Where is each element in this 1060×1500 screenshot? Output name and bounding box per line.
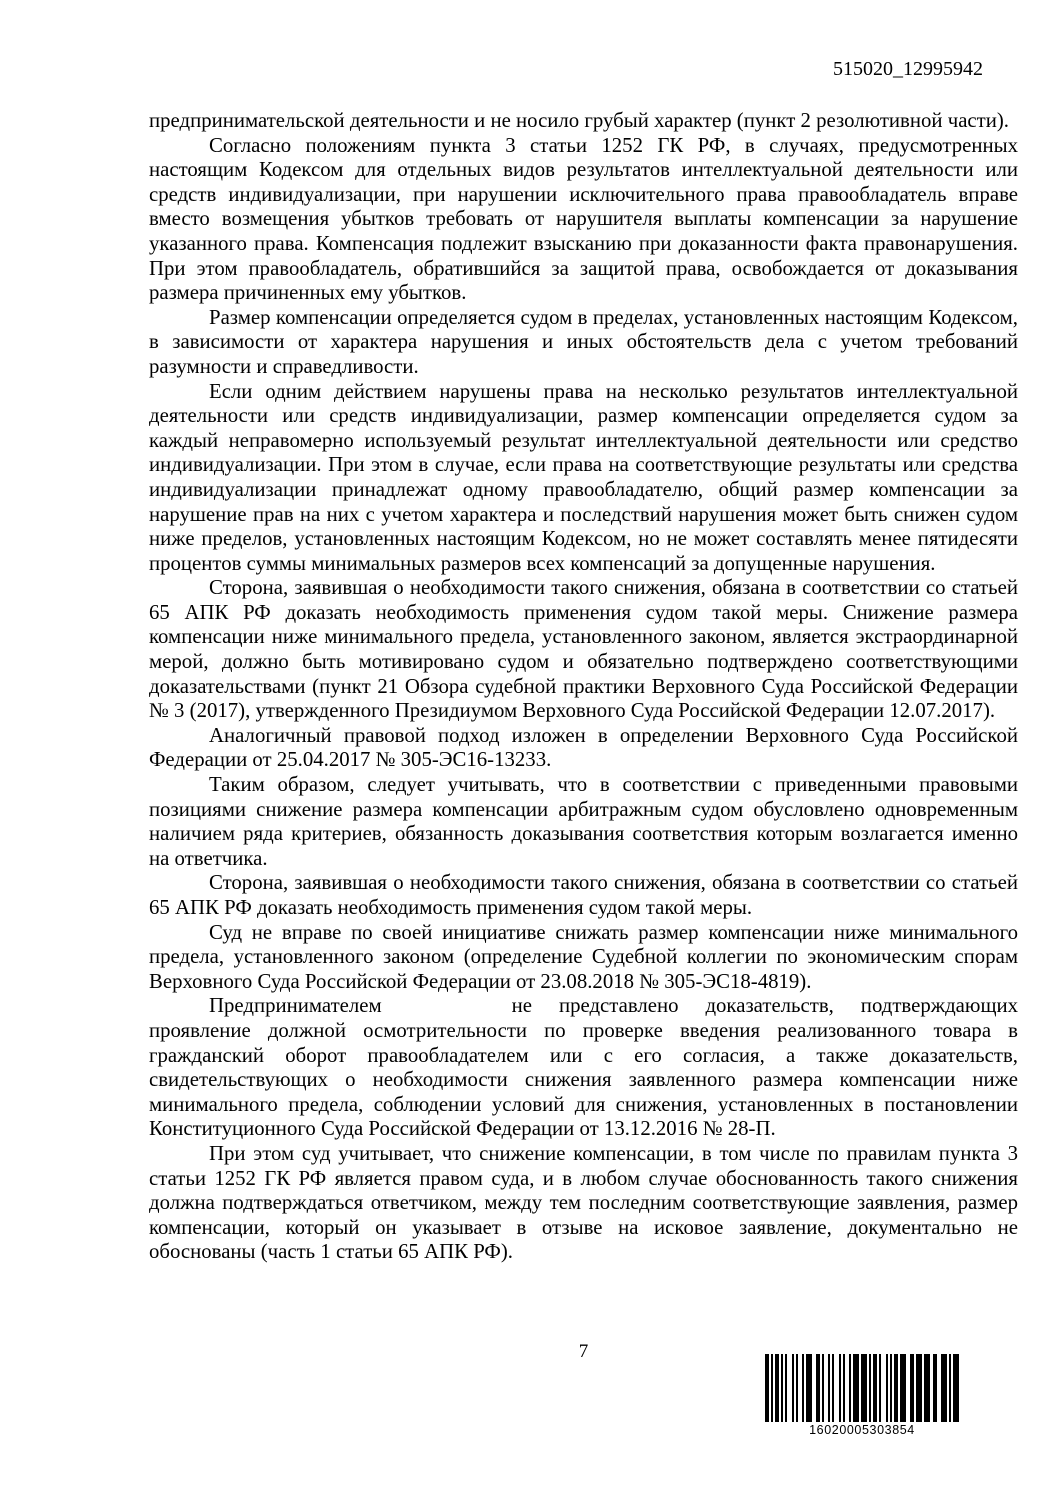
document-body [149, 109, 1018, 1265]
barcode [765, 1354, 959, 1437]
paragraph-text: Если одним действием нарушены права на несколько результатов интеллектуальной деятельности или средств индивидуализации, размер компенсации определяется судом за каждый неправомерно используемый результат интеллектуальной деятельности или средство индивидуализации. При этом в случае, если права на соответствующие результаты или средства индивидуализации принадлежат одному правообладателю, общий размер компенсации за нарушение прав на них с учетом характера и последствий нарушения может быть снижен судом ниже пределов, установленных настоящим Кодексом, но не может составлять менее пятидесяти процентов суммы минимальных размеров всех компенсаций за допущенные нарушения. [149, 379, 1018, 575]
redaction-gap [382, 1011, 512, 1012]
paragraph-text: Размер компенсации определяется судом в пределах, установленных настоящим Кодексом, в зависимости от характера нарушения и иных обстоятельств дела с учетом требований разумности и справедливости. [149, 305, 1018, 378]
paragraph-text: Согласно положениям пункта 3 статьи 1252 ГК РФ, в случаях, предусмотренных настоящим Кодексом для отдельных видов результатов интеллектуальной деятельности или средств индивидуализации, при нарушении исключительного права правообладатель вправе вместо возмещения убытков требовать от нарушителя выплаты компенсации за нарушение указанного права. Компенсация подлежит взысканию при доказанности факта правонарушения. При этом правообладатель, обратившийся за защитой права, освобождается от доказывания размера причиненных ему убытков. [149, 133, 1018, 305]
paragraph [149, 921, 1018, 995]
paragraph [149, 724, 1018, 773]
paragraph-text: Суд не вправе по своей инициативе снижать размер компенсации ниже минимального предела, установленного законом (определение Судебной коллегии по экономическим спорам Верховного Суда Российской Федерации от 23.08.2018 № 305-ЭС18-4819). [149, 920, 1018, 993]
document-id: 515020_12995942 [833, 58, 983, 80]
paragraph-text: Сторона, заявившая о необходимости такого снижения, обязана в соответствии со статьей 65 АПК РФ доказать необходимость применения судом такой меры. [149, 871, 1018, 919]
paragraph [149, 871, 1018, 920]
paragraph [149, 773, 1018, 871]
paragraph-with-redaction [149, 994, 1018, 1142]
paragraph [149, 576, 1018, 724]
barcode-bars-icon [765, 1354, 959, 1422]
paragraph-lead: Предпринимателем [209, 994, 382, 1018]
paragraph [149, 306, 1018, 380]
paragraph-text: предпринимательской деятельности и не носило грубый характер (пункт 2 резолютивной части). [149, 109, 1009, 132]
paragraph [149, 109, 1018, 134]
paragraph [149, 134, 1018, 306]
paragraph-text: не представлено доказательств, подтверждающих проявление должной осмотрительности по проверке введения реализованного товара в гражданский оборот правообладателем или с его согласия, а также доказательств, свидетельствующих о необходимости снижения заявленного размера компенсации ниже минимального предела, соблюдении условий для снижения, установленных в постановлении Конституционного Суда Российской Федерации от 13.12.2016 № 28-П. [149, 994, 1018, 1141]
paragraph-text: При этом суд учитывает, что снижение компенсации, в том числе по правилам пункта 3 статьи 1252 ГК РФ является правом суда, и в любом случае обоснованность такого снижения должна подтверждаться ответчиком, между тем последним соответствующие заявления, размер компенсации, который он указывает в отзыве на исковое заявление, документально не обоснованы (часть 1 статьи 65 АПК РФ). [149, 1141, 1018, 1264]
paragraph-text: Таким образом, следует учитывать, что в соответствии с приведенными правовыми позициями снижение размера компенсации арбитражным судом обусловлено одновременным наличием ряда критериев, обязанность доказывания соответствия которым возлагается именно на ответчика. [149, 773, 1018, 870]
paragraph [149, 380, 1018, 577]
barcode-value: 16020005303854 [809, 1423, 915, 1437]
paragraph-text: Аналогичный правовой подход изложен в определении Верховного Суда Российской Федерации от 25.04.2017 № 305-ЭС16-13233. [149, 723, 1018, 772]
page-number: 7 [578, 1341, 589, 1362]
paragraph-text: Сторона, заявившая о необходимости такого снижения, обязана в соответствии со статьей 65 АПК РФ доказать необходимость применения судом такой меры. Снижение размера компенсации ниже минимального предела, установленного законом, является экстраординарной мерой, должно быть мотивировано судом и обязательно подтверждено соответствующими доказательствами (пункт 21 Обзора судебной практики Верховного Суда Российской Федерации № 3 (2017), утвержденного Президиумом Верховного Суда Российской Федерации 12.07.2017). [149, 576, 1018, 723]
paragraph [149, 1142, 1018, 1265]
